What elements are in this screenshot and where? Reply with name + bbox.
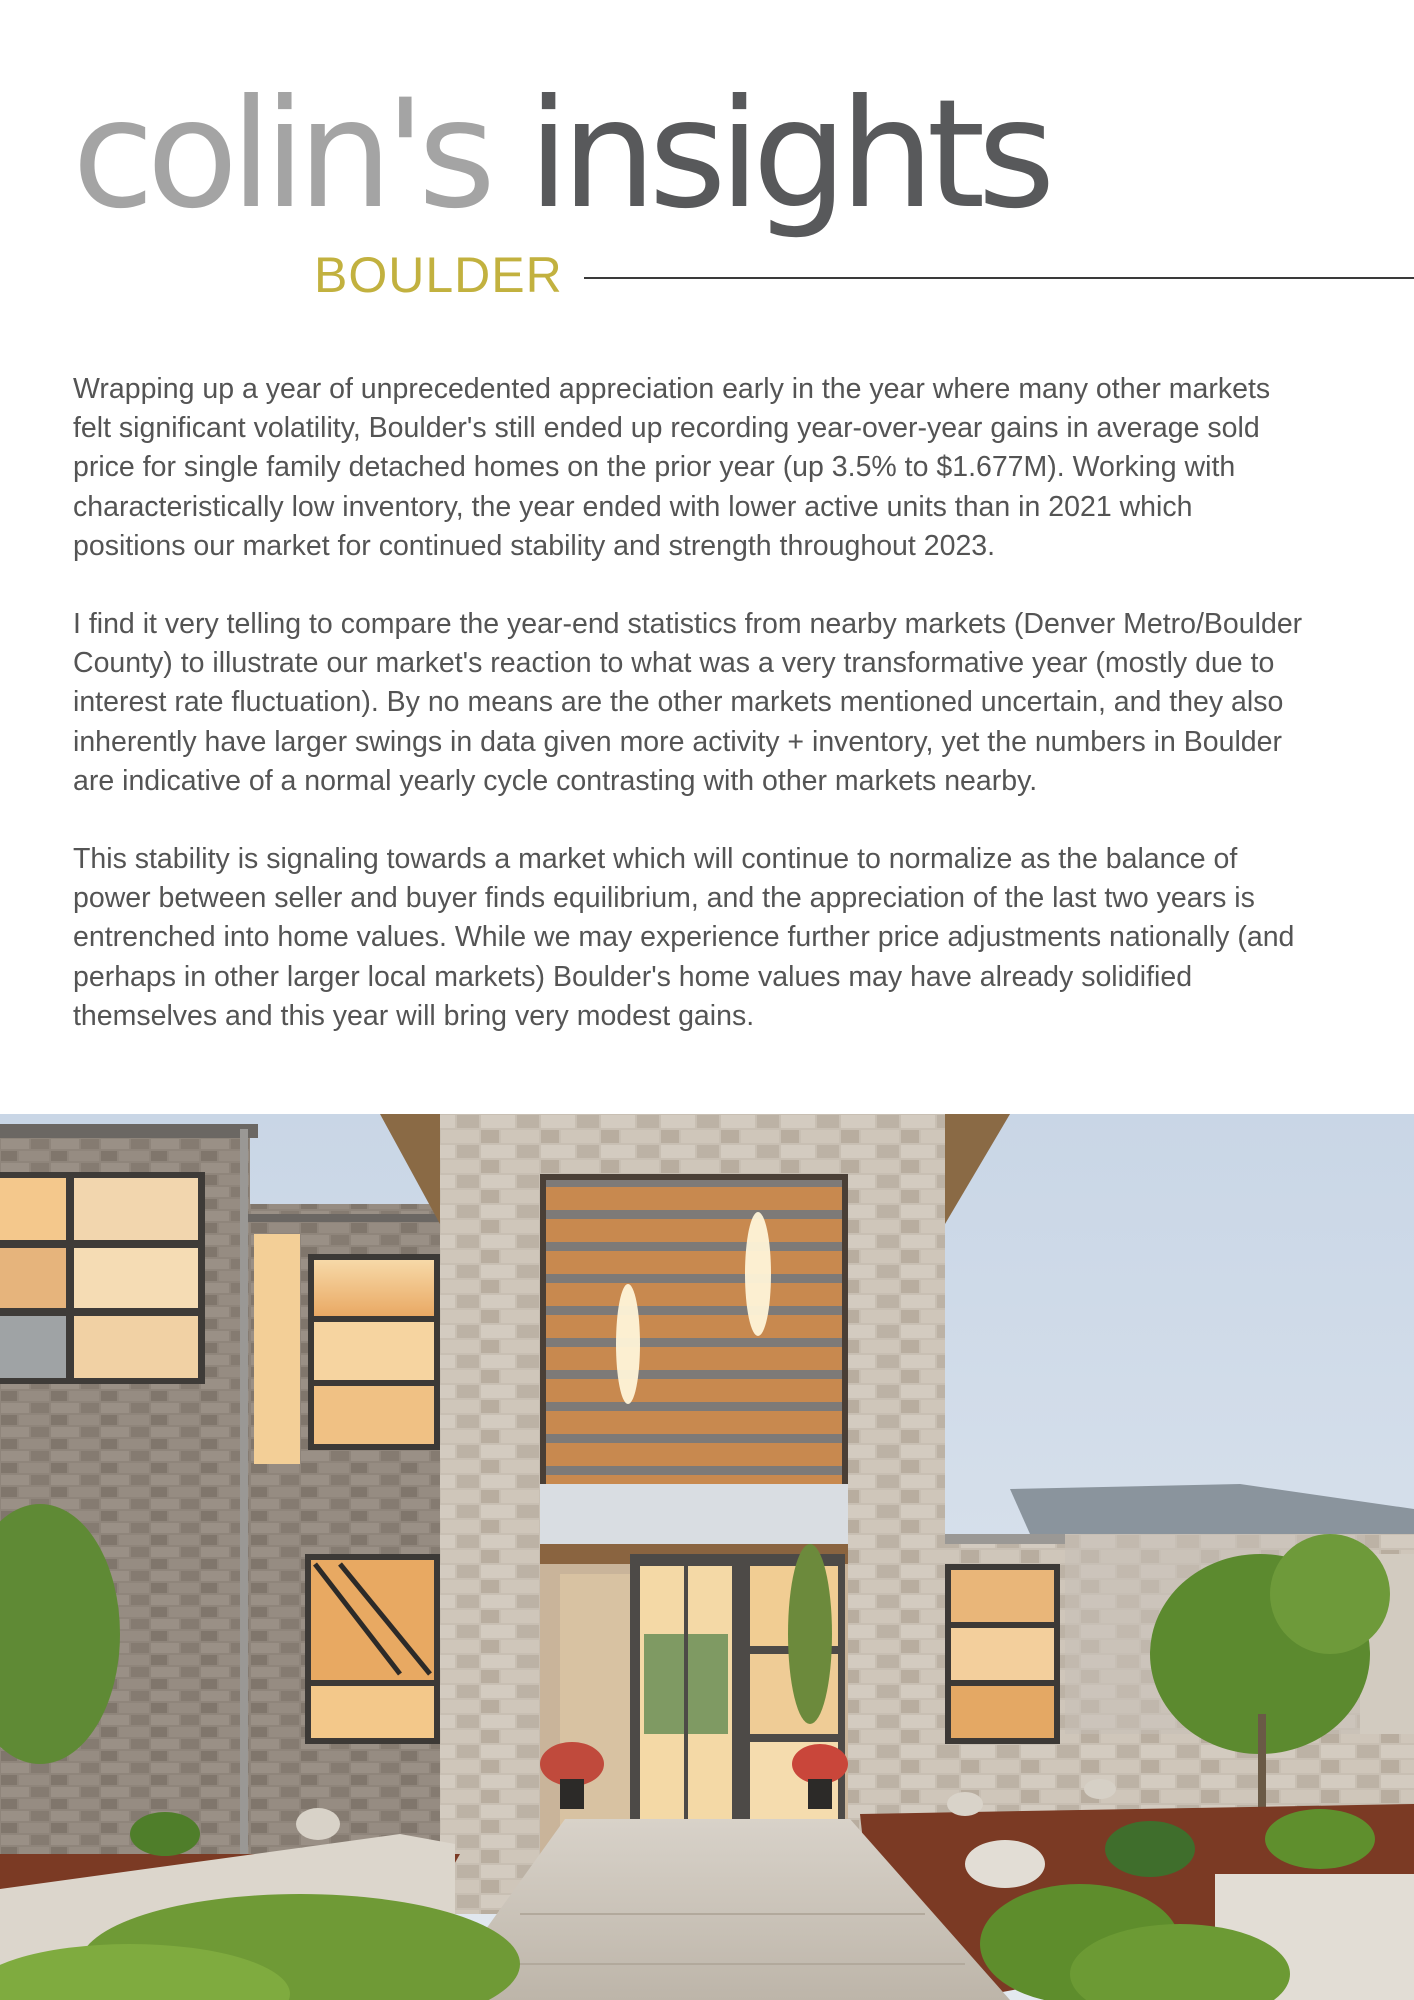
paragraph: I find it very telling to compare the year-end statistics from nearby markets (Denver Metro/Boulder County) to illustrate our market's reaction to what was a very transformative year (mostly due to interest rate fluctuation). By no means are the other markets mentioned uncertain, and they also inherently have larger swings in data given more activity + inventory, yet the numbers in Boulder are indicative of a normal yearly cycle contrasting with other markets nearby. xyxy=(73,608,1303,797)
location-subtitle: BOULDER xyxy=(314,247,563,303)
header-divider xyxy=(584,277,1414,279)
paragraph: Wrapping up a year of unprecedented appreciation early in the year where many other markets felt significant volatility, Boulder's still ended up recording year-over-year gains in average sold price for single family detached homes on the prior year (up 3.5% to $1.677M). Working with characteristically low inventory, the year ended with lower active units than in 2021 which positions our market for continued stability and strength throughout 2023. xyxy=(73,373,1271,562)
title-colins: colin's xyxy=(72,68,489,242)
hero-photo-house xyxy=(0,1114,1414,2000)
intro-text xyxy=(73,370,1373,1075)
masthead xyxy=(0,0,1414,320)
page-title xyxy=(72,70,1048,240)
title-insights: insights xyxy=(527,68,1048,242)
paragraph: This stability is signaling towards a market which will continue to normalize as the balance of power between seller and buyer finds equilibrium, and the appreciation of the last two years is entrenched into home values. While we may experience further price adjustments nationally (and perhaps in other larger local markets) Boulder's home values may have already solidified themselves and this year will bring very modest gains. xyxy=(73,843,1295,1032)
